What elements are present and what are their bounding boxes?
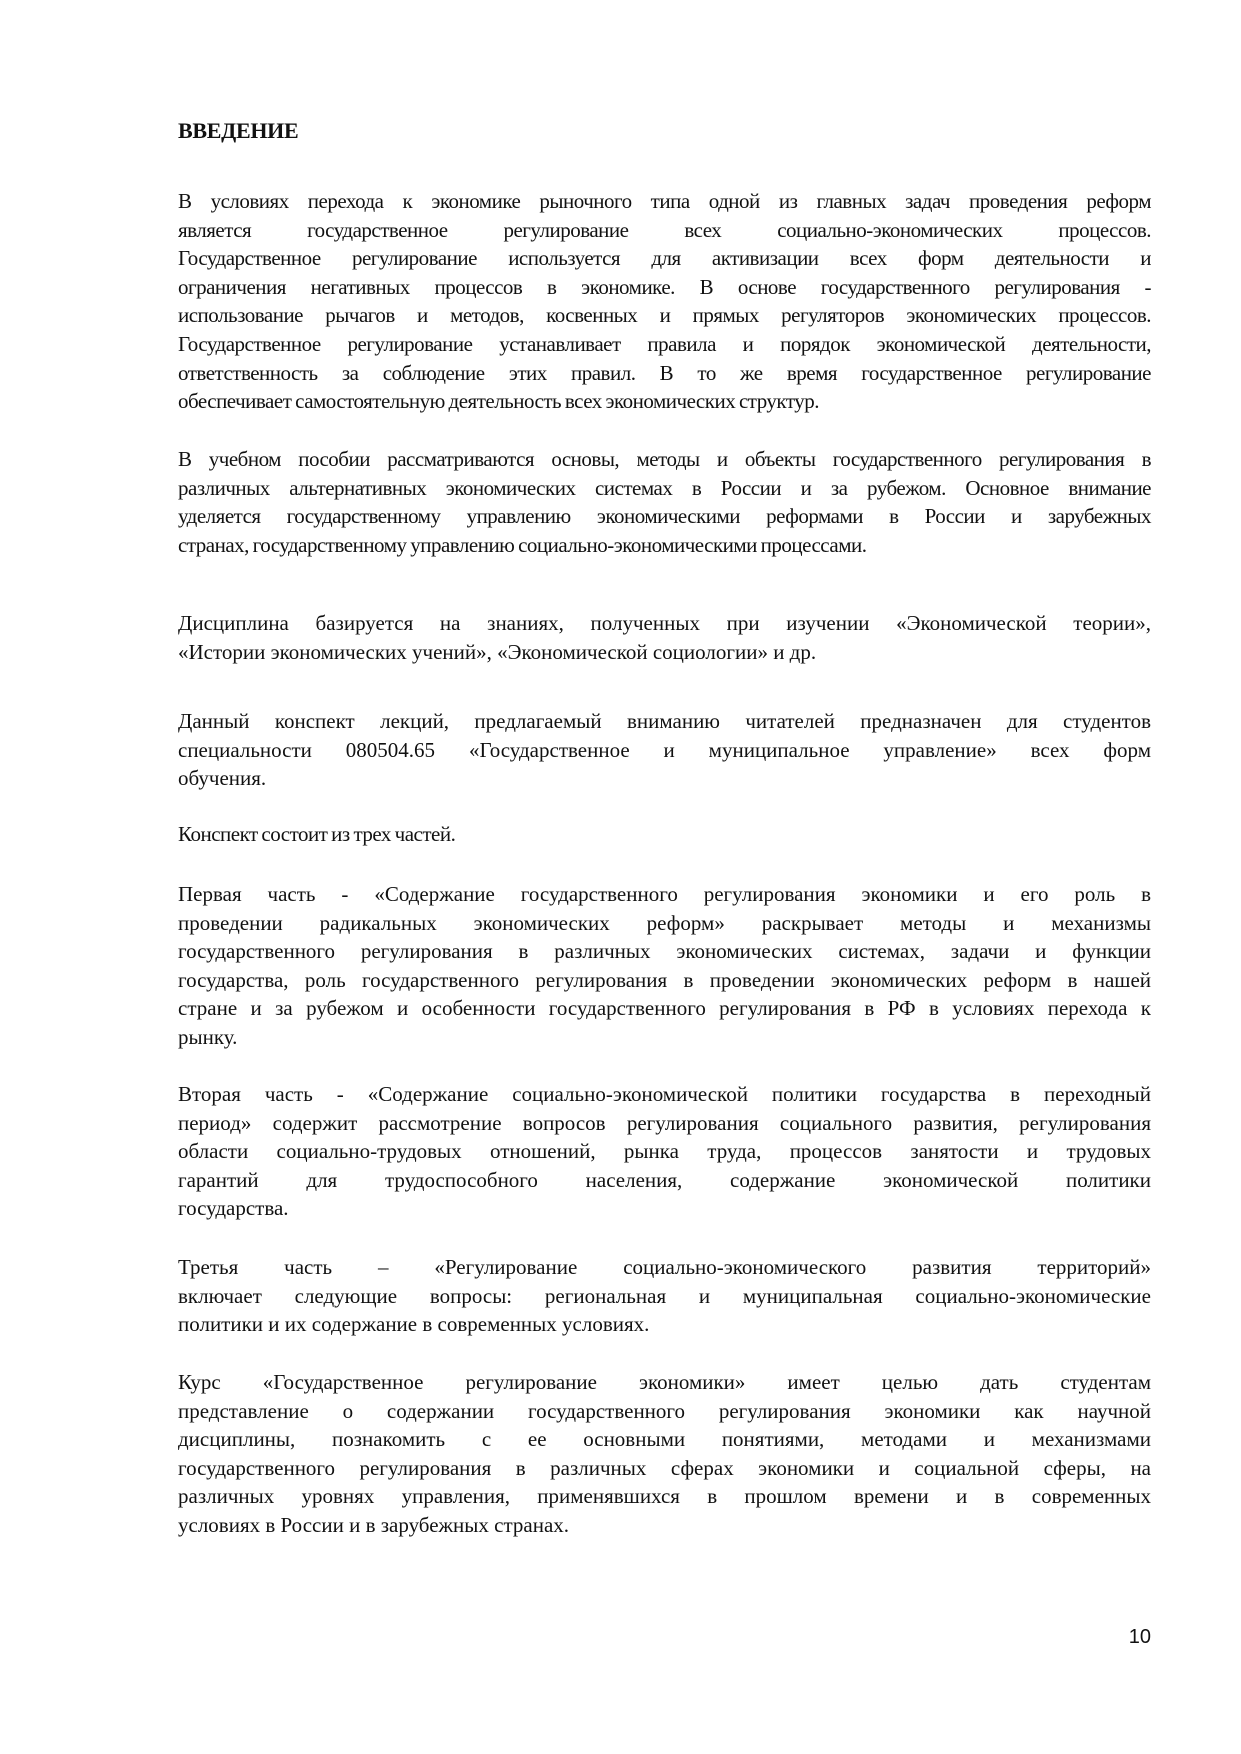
text-line: является государственное регулирование всех социально-экономических процессов. (178, 217, 1151, 242)
text-line: стране и за рубежом и особенности государственного регулирования в РФ в условиях перехода к (178, 996, 1151, 1021)
text-line: ограничения негативных процессов в экономике. В основе государственного регулирования - (178, 274, 1151, 299)
section-heading: ВВЕДЕНИЕ (178, 118, 299, 143)
text-line: Государственное регулирование используется для активизации всех форм деятельности и (178, 246, 1151, 271)
text-line: Данный конспект лекций, предлагаемый вниманию читателей предназначен для студентов (178, 709, 1151, 733)
paragraph-course-goal (178, 1368, 1151, 1540)
text-line: проведении радикальных экономических реформ» раскрывает методы и механизмы (178, 910, 1151, 935)
paragraph-structure (178, 820, 1151, 849)
text-line: представление о содержании государственного регулирования экономики как научной (178, 1398, 1151, 1423)
text-line: обеспечивает самостоятельную деятельность всех экономических структур. (178, 389, 819, 414)
text-line: Третья часть – «Регулирование социально-экономического развития территорий» (178, 1255, 1151, 1279)
paragraph-part-one (178, 880, 1151, 1052)
text-line: Государственное регулирование устанавливает правила и порядок экономической деятельности, (178, 331, 1151, 356)
text-line: рынку. (178, 1024, 238, 1049)
text-line: государственного регулирования в различных экономических системах, задачи и функции (178, 939, 1151, 964)
text-line: различных альтернативных экономических системах в России и за рубежом. Основное внимание (178, 475, 1151, 500)
paragraph-textbook-scope (178, 445, 1151, 559)
text-line: специальности 080504.65 «Государственное и муниципальное управление» всех форм (178, 737, 1151, 762)
text-line: В условиях перехода к экономике рыночного типа одной из главных задач проведения реформ (178, 189, 1151, 213)
text-line: Конспект состоит из трех частей. (178, 822, 456, 846)
text-line: дисциплины, познакомить с ее основными понятиями, методами и механизмами (178, 1427, 1151, 1452)
text-line: Дисциплина базируется на знаниях, полученных при изучении «Экономической теории», (178, 611, 1151, 635)
paragraph-part-two (178, 1080, 1151, 1223)
text-line: странах, государственному управлению социально-экономическими процессами. (178, 532, 867, 557)
text-line: гарантий для трудоспособного населения, содержание экономической политики (178, 1167, 1151, 1192)
text-line: Курс «Государственное регулирование экономики» имеет целью дать студентам (178, 1370, 1151, 1394)
paragraph-audience (178, 707, 1151, 793)
text-line: Вторая часть - «Содержание социально-экономической политики государства в переходный (178, 1082, 1151, 1106)
text-line: включает следующие вопросы: региональная и муниципальная социально-экономические (178, 1283, 1151, 1308)
text-line: В учебном пособии рассматриваются основы, методы и объекты государственного регулирования в (178, 447, 1151, 471)
text-line: обучения. (178, 766, 267, 791)
paragraph-discipline-basis (178, 609, 1151, 666)
text-line: государства, роль государственного регулирования в проведении экономических реформ в нашей (178, 967, 1151, 992)
page-number: 10 (1128, 1626, 1151, 1648)
text-line: государства. (178, 1196, 289, 1221)
text-line: «Истории экономических учений», «Экономической социологии» и др. (178, 639, 817, 664)
paragraph-part-three (178, 1253, 1151, 1339)
text-line: период» содержит рассмотрение вопросов регулирования социального развития, регулирования (178, 1110, 1151, 1135)
text-line: различных уровнях управления, применявшихся в прошлом времени и в современных (178, 1484, 1151, 1509)
text-line: использование рычагов и методов, косвенных и прямых регуляторов экономических процессов. (178, 303, 1151, 328)
text-line: ответственность за соблюдение этих правил. В то же время государственное регулирование (178, 360, 1151, 385)
paragraph-intro (178, 187, 1151, 416)
text-line: Первая часть - «Содержание государственного регулирования экономики и его роль в (178, 882, 1151, 906)
text-line: уделяется государственному управлению экономическими реформами в России и зарубежных (178, 504, 1151, 529)
text-line: области социально-трудовых отношений, рынка труда, процессов занятости и трудовых (178, 1139, 1151, 1164)
text-line: государственного регулирования в различных сферах экономики и социальной сферы, на (178, 1455, 1151, 1480)
text-line: политики и их содержание в современных условиях. (178, 1312, 650, 1337)
text-line: условиях в России и в зарубежных странах. (178, 1512, 570, 1537)
